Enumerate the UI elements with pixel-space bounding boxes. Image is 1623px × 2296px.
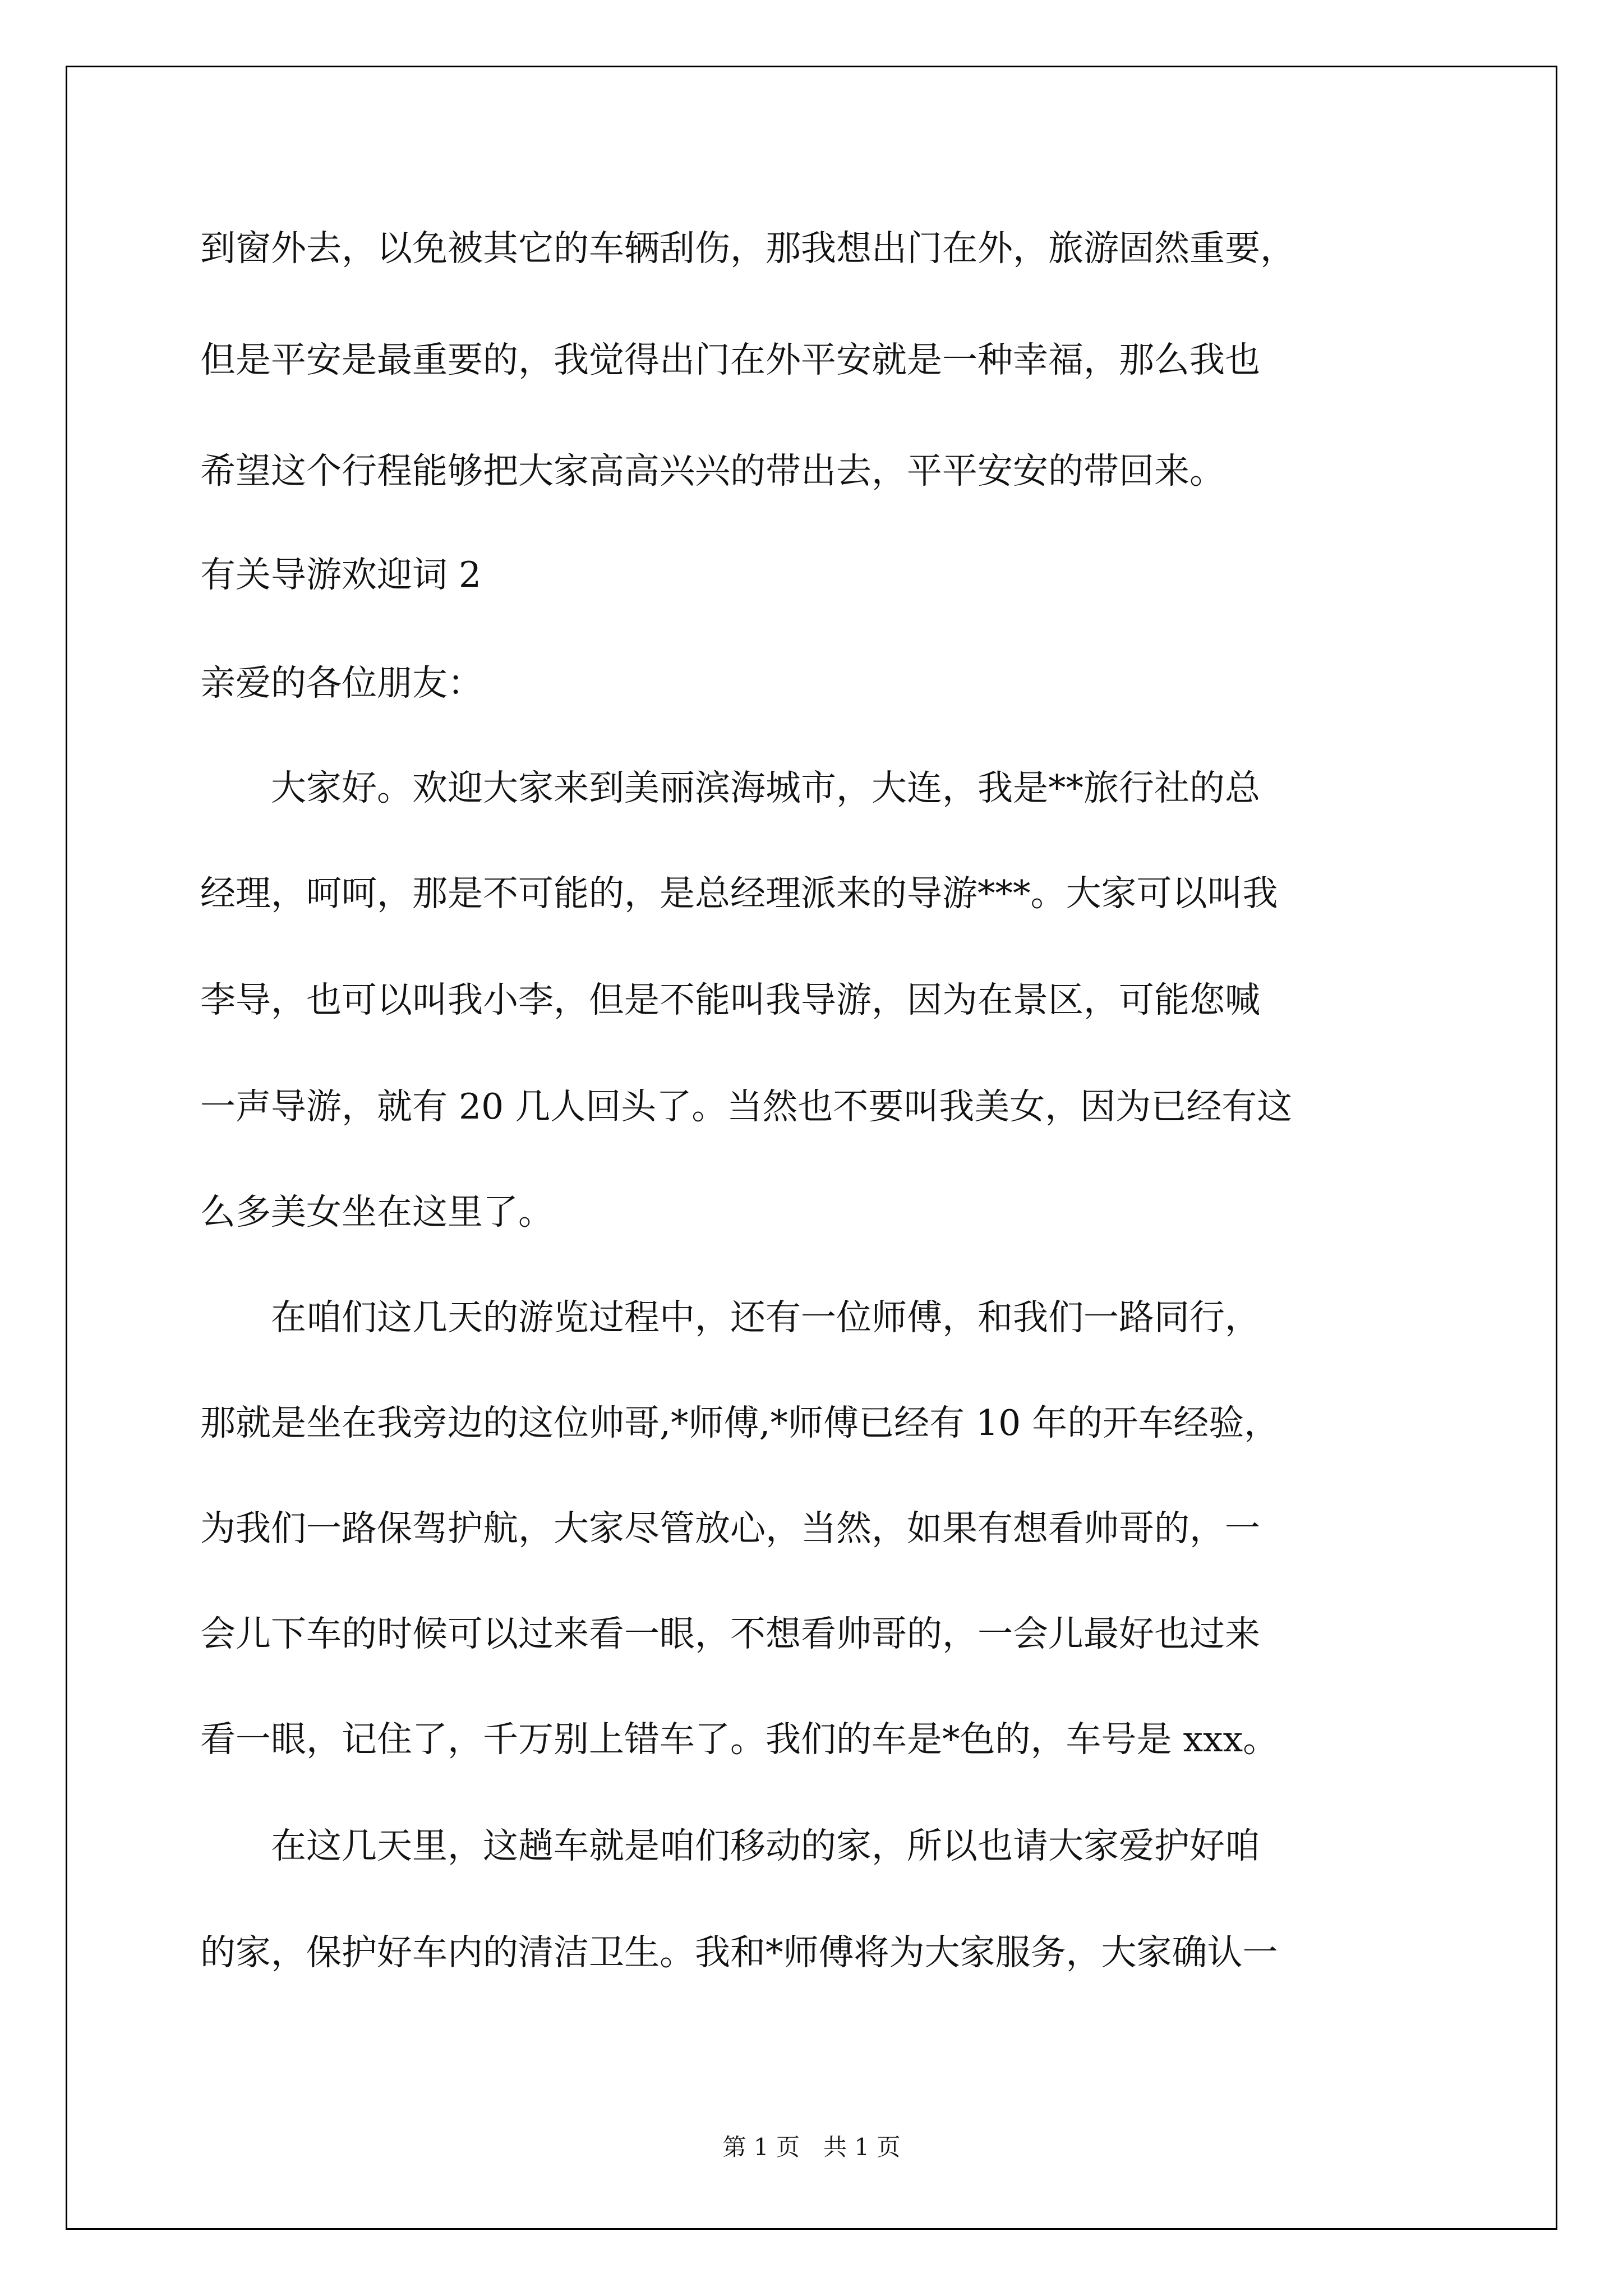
- text-line: 大家好。欢迎大家来到美丽滨海城市，大连，我是**旅行社的总: [200, 767, 1260, 808]
- text-line: 希望这个行程能够把大家高高兴兴的带出去，平平安安的带回来。: [200, 450, 1225, 491]
- text-line: 那就是坐在我旁边的这位帅哥,*师傅,*师傅已经有 10 年的开车经验，: [200, 1402, 1280, 1443]
- page-border: [66, 66, 1557, 2230]
- section-heading: 有关导游欢迎词 2: [200, 554, 482, 595]
- text-line: 为我们一路保驾护航，大家尽管放心，当然，如果有想看帅哥的，一: [200, 1508, 1260, 1549]
- text-line: 到窗外去，以免被其它的车辆刮伤，那我想出门在外，旅游固然重要，: [200, 228, 1295, 269]
- text-line: 在这几天里，这趟车就是咱们移动的家，所以也请大家爱护好咱: [200, 1825, 1260, 1866]
- text-line: 么多美女坐在这里了。: [200, 1191, 554, 1232]
- text-line: 但是平安是最重要的，我觉得出门在外平安就是一种幸福，那么我也: [200, 339, 1260, 380]
- page-number: 第 1 页 共 1 页: [722, 2133, 901, 2161]
- text-line: 会儿下车的时候可以过来看一眼，不想看帅哥的，一会儿最好也过来: [200, 1613, 1260, 1654]
- text-line: 看一眼，记住了，千万别上错车了。我们的车是*色的，车号是 xxx。: [200, 1719, 1279, 1760]
- text-line: 经理，呵呵，那是不可能的，是总经理派来的导游***。大家可以叫我: [200, 873, 1278, 914]
- text-line: 的家，保护好车内的清洁卫生。我和*师傅将为大家服务，大家确认一: [200, 1932, 1278, 1973]
- text-line: 李导，也可以叫我小李，但是不能叫我导游，因为在景区，可能您喊: [200, 979, 1260, 1020]
- text-line: 在咱们这几天的游览过程中，还有一位师傅，和我们一路同行，: [200, 1297, 1260, 1338]
- salutation: 亲爱的各位朋友：: [200, 662, 483, 703]
- text-line: 一声导游，就有 20 几人回头了。当然也不要叫我美女，因为已经有这: [200, 1086, 1293, 1127]
